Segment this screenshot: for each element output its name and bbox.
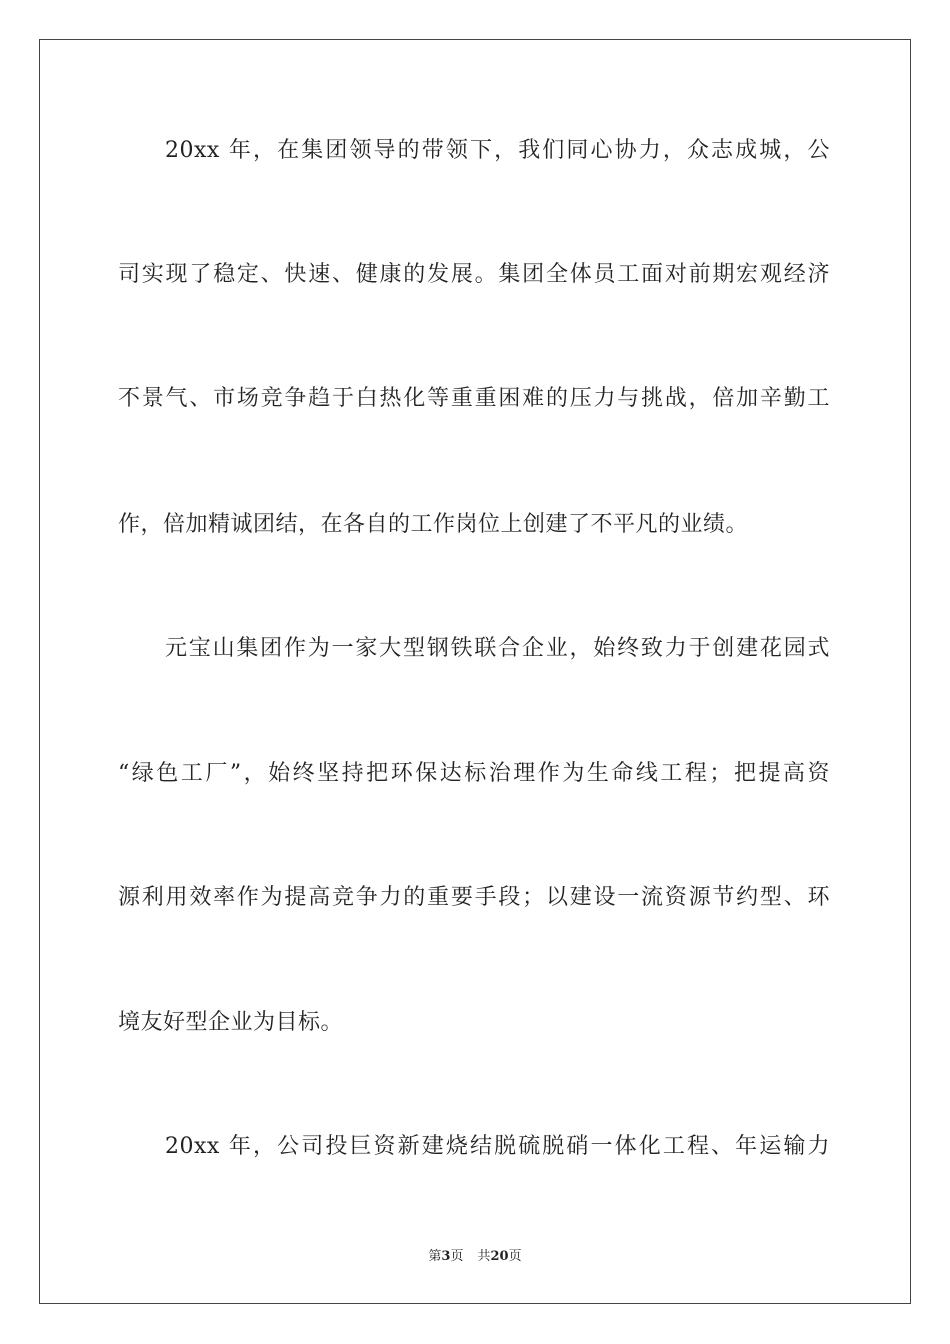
page-border — [39, 39, 911, 1304]
page-footer — [0, 1247, 950, 1267]
total-suffix: 页 — [508, 1249, 522, 1264]
paragraph-line: “绿色工厂”，始终坚持把环保达标治理作为生命线工程；把提高资 — [118, 761, 830, 786]
paragraph-line: 20xx 年，在集团领导的带领下，我们同心协力，众志成城，公 — [165, 138, 830, 163]
total-pages: 20 — [490, 1249, 509, 1264]
paragraph-line: 司实现了稳定、快速、健康的发展。集团全体员工面对前期宏观经济 — [118, 262, 830, 287]
paragraph-line: 不景气、市场竞争趋于白热化等重重困难的压力与挑战，倍加辛勤工 — [118, 386, 830, 411]
paragraph-line: 作，倍加精诚团结，在各自的工作岗位上创建了不平凡的业绩。 — [118, 512, 749, 537]
paragraph-line: 元宝山集团作为一家大型钢铁联合企业，始终致力于创建花园式 — [165, 636, 830, 661]
paragraph-line: 源利用效率作为提高竞争力的重要手段；以建设一流资源节约型、环 — [118, 885, 830, 910]
paragraph-line: 境友好型企业为目标。 — [118, 1010, 344, 1035]
page-number: 3 — [441, 1249, 451, 1264]
page-prefix: 第 — [428, 1249, 442, 1264]
paragraph-line: 20xx 年，公司投巨资新建烧结脱硫脱硝一体化工程、年运输力 — [165, 1134, 830, 1159]
total-prefix: 共 — [477, 1249, 491, 1264]
page-suffix: 页 — [450, 1249, 464, 1264]
